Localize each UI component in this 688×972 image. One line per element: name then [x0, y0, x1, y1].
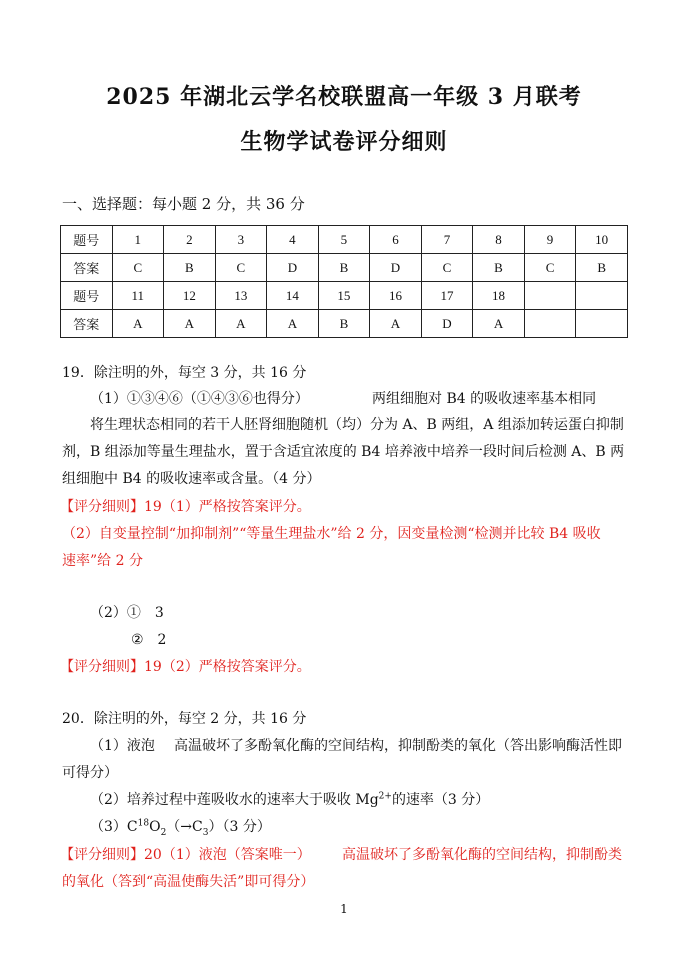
q20-scoring-rule-1b: 高温破坏了多酚氧化酶的空间结构，抑制酚类	[342, 847, 622, 863]
table-cell: B	[164, 254, 216, 282]
table-cell: B	[473, 254, 525, 282]
q20-answer-1a: （1）液泡	[90, 738, 155, 754]
table-cell: A	[112, 310, 164, 338]
q20-scoring-rule-1-cont: 的氧化（答到“高温使酶失活”即可得分）	[62, 874, 315, 890]
table-cell: 5	[318, 226, 370, 254]
table-cell: 9	[524, 226, 576, 254]
table-cell	[576, 282, 628, 310]
table-cell: 7	[421, 226, 473, 254]
q20-scoring-rule-1a: 【评分细则】20（1）液泡（答案唯一）	[60, 847, 311, 863]
table-cell: 15	[318, 282, 370, 310]
table-cell: A	[370, 310, 422, 338]
table-cell: 18	[473, 282, 525, 310]
table-cell: 6	[370, 226, 422, 254]
q19-heading: 19．除注明的外，每空 3 分，共 16 分	[62, 365, 307, 381]
table-cell: 16	[370, 282, 422, 310]
table-row-header: 答案	[61, 310, 113, 338]
table-cell: B	[576, 254, 628, 282]
page-number: 1	[340, 902, 348, 916]
q19-scoring-rule-3: 【评分细则】19（2）严格按答案评分。	[60, 659, 311, 675]
q20-answer-3: $(3)C^{18}O_2(\to C_3)(3$ 分）	[90, 818, 271, 838]
document-subtitle: 生物学试卷评分细则	[240, 129, 448, 155]
q19-answer-2b: ② 2	[131, 632, 167, 648]
table-cell: 17	[421, 282, 473, 310]
section-heading: 一、选择题：每小题 2 分，共 36 分	[62, 195, 305, 213]
table-cell: D	[370, 254, 422, 282]
document-title: 2025 年湖北云学名校联盟高一年级 3 月联考	[106, 84, 582, 110]
table-row	[61, 310, 628, 338]
table-cell: A	[215, 310, 267, 338]
table-cell: D	[267, 254, 319, 282]
table-cell: D	[421, 310, 473, 338]
table-row	[61, 254, 628, 282]
q19-answer-1b: 两组细胞对 B4 的吸收速率基本相同	[372, 391, 597, 407]
table-cell: C	[112, 254, 164, 282]
table-cell: C	[215, 254, 267, 282]
table-cell: A	[267, 310, 319, 338]
table-cell: 14	[267, 282, 319, 310]
q20-answer-2: （2）培养过程中莲吸收水的速率大于吸收 $Mg^{2+}$的速率（3 分）	[90, 791, 490, 808]
q19-experiment-text: 将生理状态相同的若干人胚肾细胞随机（均）分为 A、B 两组，A 组添加转运蛋白抑制剂，B 组添加等量生理盐水，置于含适宜浓度的 B4 培养液中培养一段时间后检测 A、B 两组细胞中 B4 的吸收速率或含量。（4 分）	[62, 417, 625, 487]
table-cell: C	[421, 254, 473, 282]
table-cell: 12	[164, 282, 216, 310]
table-cell: A	[473, 310, 525, 338]
q20-answer-1b: 高温破坏了多酚氧化酶的空间结构，抑制酚类的氧化（答出影响酶活性即	[174, 738, 622, 754]
table-cell: 13	[215, 282, 267, 310]
table-cell: C	[524, 254, 576, 282]
q20-answer-1-cont: 可得分）	[62, 765, 118, 781]
answer-table	[60, 225, 628, 338]
q19-scoring-rule-1: 【评分细则】19（1）严格按答案评分。	[60, 499, 311, 515]
q20-heading: 20．除注明的外，每空 2 分，共 16 分	[62, 711, 307, 727]
table-row	[61, 282, 628, 310]
table-cell: A	[164, 310, 216, 338]
table-cell: 10	[576, 226, 628, 254]
q19-answer-1a: （1）①③④⑥（①④③⑥也得分）	[90, 391, 309, 407]
table-row-header: 答案	[61, 254, 113, 282]
table-cell	[524, 282, 576, 310]
table-cell: 8	[473, 226, 525, 254]
table-row-header: 题号	[61, 282, 113, 310]
table-cell: B	[318, 254, 370, 282]
table-cell: 11	[112, 282, 164, 310]
table-cell: 4	[267, 226, 319, 254]
table-cell: B	[318, 310, 370, 338]
table-cell	[524, 310, 576, 338]
table-row-header: 题号	[61, 226, 113, 254]
table-cell	[576, 310, 628, 338]
q19-scoring-rule-2-cont: 速率”给 2 分	[62, 553, 143, 569]
q19-scoring-rule-2: （2）自变量控制“加抑制剂”“等量生理盐水”给 2 分，因变量检测“检测并比较 B4 吸收	[62, 526, 601, 542]
table-row	[61, 226, 628, 254]
table-cell: 1	[112, 226, 164, 254]
q19-answer-2a: （2）① 3	[90, 605, 164, 621]
table-cell: 2	[164, 226, 216, 254]
table-cell: 3	[215, 226, 267, 254]
